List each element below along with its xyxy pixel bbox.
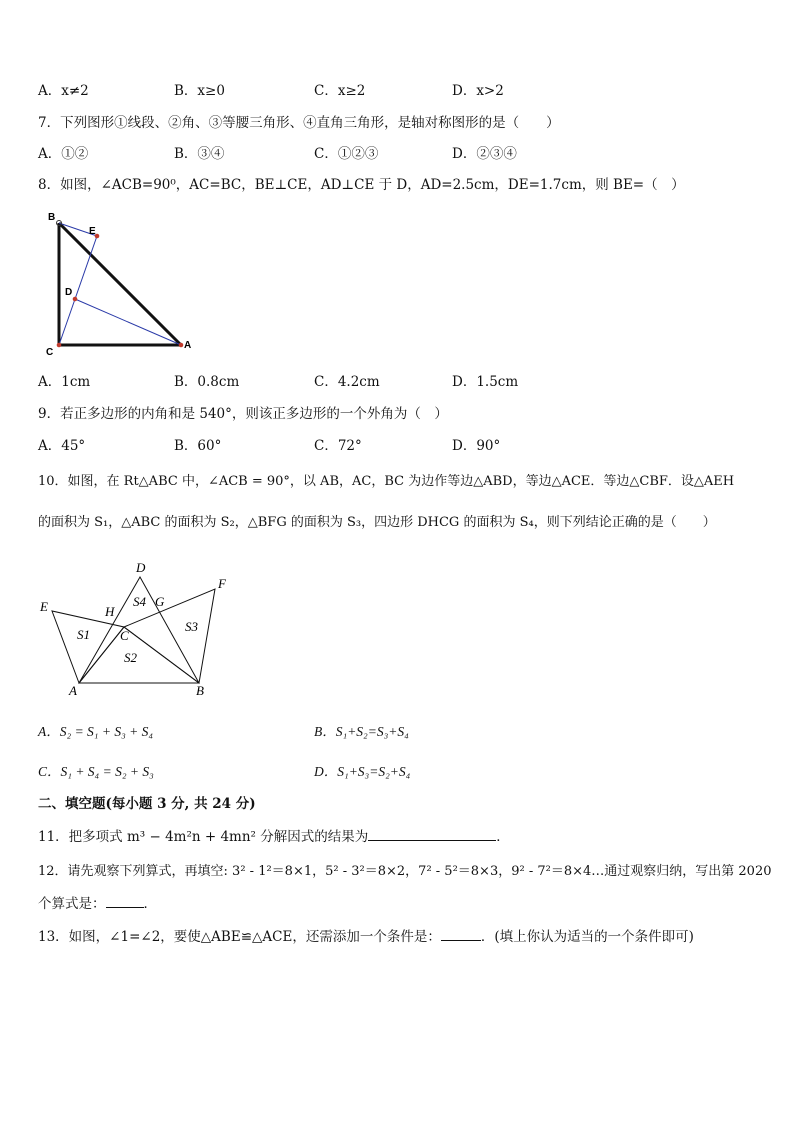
q10-label-d: D [136, 560, 146, 575]
q12-stem-line2: 个算式是： [38, 896, 106, 912]
q12-line2 [38, 893, 157, 914]
q8-point-d [73, 297, 78, 302]
q10-label-g: G [155, 594, 165, 609]
q11-end: ． [496, 829, 510, 845]
q10-stem-line1: 10．如图，在 Rt△ABC 中，∠ACB = 90°，以 AB，AC，BC 为边作等边△ABD，等边△ACE．等边△CBF．设△AEH [38, 474, 735, 489]
q7-option-a[interactable]: A．①② [38, 146, 89, 162]
q10-option-a[interactable]: A．S₂ = S₁ + S₃ + S₄ [38, 724, 154, 739]
q6-option-c[interactable]: C．x≥2 [314, 83, 366, 99]
q8-point-c [57, 343, 62, 348]
q7-option-c[interactable]: C．①②③ [314, 146, 379, 162]
q8-label-e: E [89, 226, 96, 237]
q8-label-a: A [184, 340, 192, 351]
q6-option-b[interactable]: B．x≥0 [174, 83, 225, 99]
q8-option-d[interactable]: D．1.5cm [452, 374, 519, 390]
q11-stem: 11．把多项式 m³ − 4m²n + 4mn² 分解因式的结果为 [38, 829, 369, 845]
q13-answer-blank[interactable] [441, 926, 481, 941]
q9-stem: 9．若正多边形的内角和是 540°，则该正多边形的一个外角为（ ） [38, 406, 448, 422]
q12-stem-line1: 12．请先观察下列算式，再填空: 3² - 1²＝8×1，5² - 3²＝8×2，7² - 5²＝8×3，9² - 7²＝8×4…通过观察归纳，写出第 2020 [38, 864, 772, 879]
q8-label-d: D [65, 287, 73, 298]
q7-option-b[interactable]: B．③④ [174, 146, 225, 162]
q9-option-d[interactable]: D．90° [452, 438, 501, 454]
q10-triangle-abd [79, 577, 199, 683]
q10-label-h: H [105, 604, 115, 619]
q8-stem: 8．如图，∠ACB=90⁰，AC=BC，BE⊥CE，AD⊥CE 于 D，AD=2.5cm，DE=1.7cm，则 BE=（ ） [38, 177, 685, 193]
q10-label-s1: S1 [77, 627, 90, 642]
q11 [38, 826, 510, 847]
q9-option-a[interactable]: A．45° [38, 438, 86, 454]
q13-stem: 13．如图，∠1=∠2，要使△ABE≌△ACE，还需添加一个条件是： [38, 929, 441, 945]
section-title-fill-in: 二、填空题(每小题 3 分, 共 24 分) [38, 796, 256, 812]
q6-option-d[interactable]: D．x>2 [452, 83, 504, 99]
q8-option-a[interactable]: A．1cm [38, 374, 91, 390]
q7-option-d[interactable]: D．②③④ [452, 146, 517, 162]
q8-side-ba [59, 223, 181, 345]
q8-option-c[interactable]: C．4.2cm [314, 374, 380, 390]
q10-label-c: C [120, 628, 129, 643]
q12-end: ． [143, 896, 157, 912]
q10-option-c[interactable]: C．S₁ + S₄ = S₂ + S₃ [38, 764, 154, 779]
q12-answer-blank[interactable] [106, 893, 144, 908]
q9-option-c[interactable]: C．72° [314, 438, 362, 454]
q8-option-b[interactable]: B．0.8cm [174, 374, 240, 390]
q10-label-b: B [196, 683, 204, 698]
q8-figure [40, 205, 200, 365]
q11-answer-blank[interactable] [368, 826, 496, 841]
q10-option-b[interactable]: B．S₁+S₂=S₃+S₄ [314, 724, 409, 739]
q10-label-e: E [40, 599, 48, 614]
q10-label-s2: S2 [124, 650, 137, 665]
q10-label-a: A [69, 683, 77, 698]
q10-option-d[interactable]: D．S₁+S₃=S₂+S₄ [314, 764, 411, 779]
q10-figure [34, 556, 244, 701]
q9-option-b[interactable]: B．60° [174, 438, 222, 454]
q10-label-s4: S4 [133, 594, 146, 609]
q8-label-b: B [48, 212, 56, 223]
q8-label-c: C [46, 347, 54, 358]
q13-end: ．(填上你认为适当的一个条件即可) [480, 929, 694, 945]
q13 [38, 926, 694, 947]
q7-stem: 7．下列图形①线段、②角、③等腰三角形、④直角三角形，是轴对称图形的是（ ） [38, 115, 560, 131]
q10-label-f: F [218, 576, 226, 591]
q8-point-a [179, 343, 184, 348]
q10-label-s3: S3 [185, 619, 198, 634]
q10-stem-line2: 的面积为 S₁，△ABC 的面积为 S₂，△BFG 的面积为 S₃，四边形 DHCG 的面积为 S₄，则下列结论正确的是（ ） [38, 515, 716, 530]
q6-option-a[interactable]: A．x≠2 [38, 83, 89, 99]
q8-line-ad [75, 299, 181, 345]
